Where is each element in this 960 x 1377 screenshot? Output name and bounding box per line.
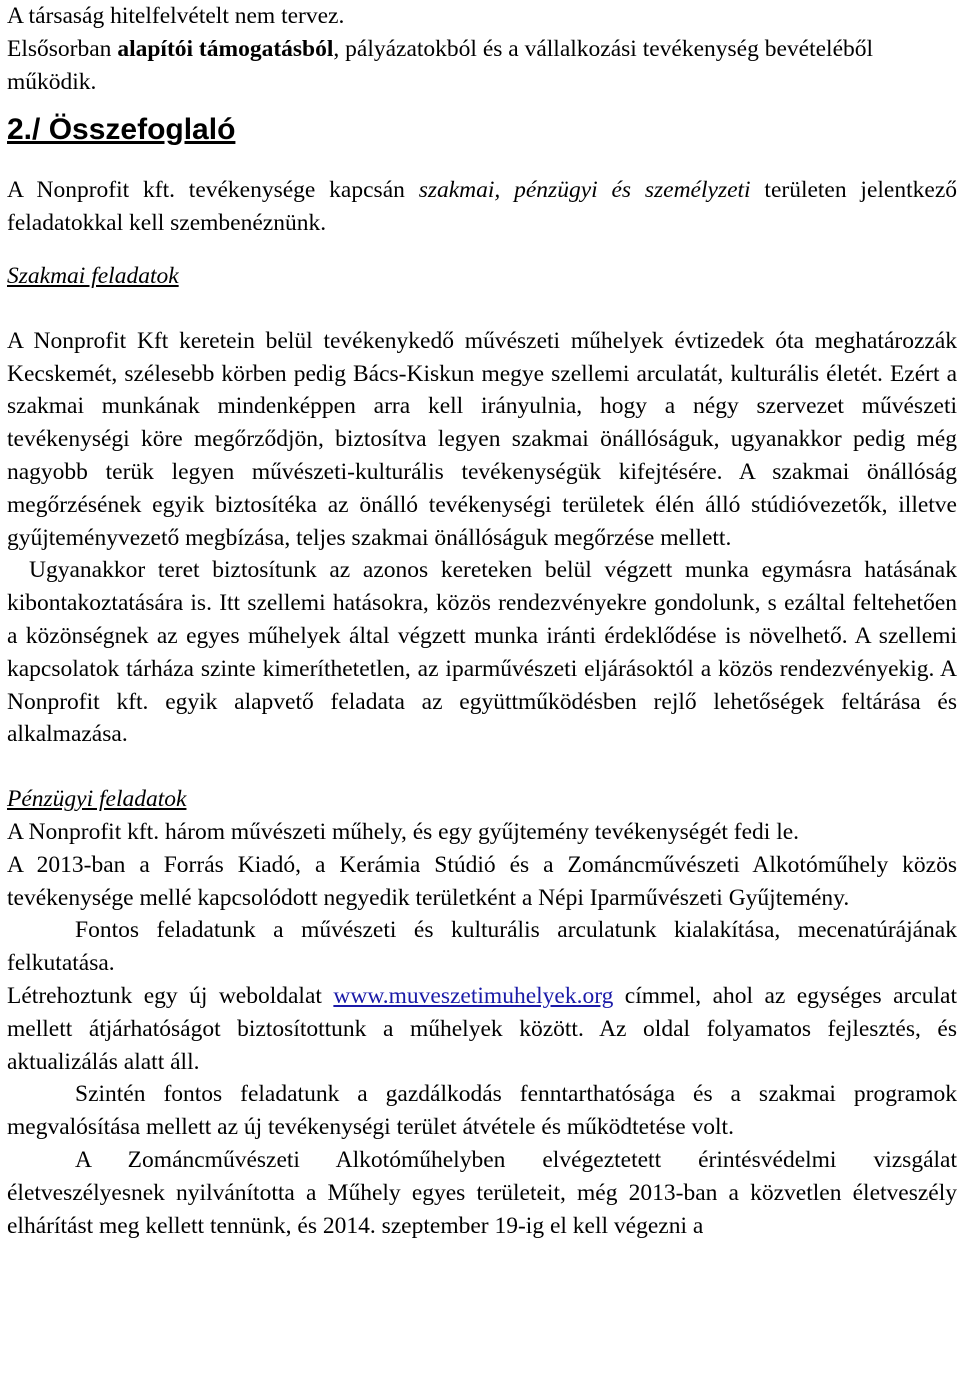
italic-text: szakmai, pénzügyi és személyzeti — [418, 177, 751, 204]
subheading-professional: Szakmai feladatok — [7, 262, 179, 289]
paragraph-intro — [7, 174, 957, 240]
text: A társaság hitelfelvételt nem tervez. — [7, 3, 345, 29]
text: címmel, ahol az egységes arculat mellett átjárhatóságot biztosítottunk a műhelyek között. Az oldal folyamatos fejlesztés, és aktualizálás alatt áll. — [7, 982, 958, 1075]
paragraph-funding — [7, 33, 957, 99]
paragraph-financial-1: A Nonprofit kft. három művészeti műhely, és egy gyűjtemény tevékenységét fedi le. — [7, 818, 800, 845]
subheading-financial: Pénzügyi feladatok — [7, 786, 187, 813]
paragraph-financial-5: Szintén fontos feladatunk a gazdálkodás fenntarthatósága és a szakmai programok megvalósítása mellett az új tevékenységi terület átvétele és működtetése volt. — [7, 1081, 957, 1141]
paragraph-financial-6: A Zománcművészeti Alkotóműhelyben elvégeztetett érintésvédelmi vizsgálat életveszélyesnek nyilvánította a Műhely egyes területeit, még 2013-ban a közvetlen életveszély elhárítást meg kellett tennünk, és 2014. szeptember 19-ig el kell végezni a — [7, 1146, 957, 1239]
text: A Nonprofit kft. tevékenysége kapcsán — [7, 177, 419, 204]
paragraph-financial-3: Fontos feladatunk a művészeti és kulturális arculatunk kialakítása, mecenatúrájának felkutatása. — [7, 917, 957, 977]
bold-text: alapítói támogatásból — [117, 35, 334, 62]
website-link[interactable]: www.muveszetimuhelyek.org — [333, 982, 614, 1009]
paragraph-professional-2: Ugyanakkor teret biztosítunk az azonos kereteken belül végzett munka egymásra hatásának kibontakoztatására is. Itt szellemi hatásokra, közös rendezvényekre gondolunk, s ezáltal feltehetően a közönségnek az egyes műhelyek által végzett munka iránti érdeklődése is növelhető. A szellemi kapcsolatok tárháza szinte kimeríthetetlen, az iparművészeti eljárásoktól a közös rendezvényekig. A Nonprofit kft. egyik alapvető feladata az együttműködésben rejlő lehetőségek feltárása és alkalmazása. — [7, 557, 957, 748]
paragraph-professional-1: A Nonprofit Kft keretein belül tevékenykedő művészeti műhelyek évtizedek óta meghatározzák Kecskemét, szélesebb körben pedig Bács-Kiskun megye szellemi arculatát, kulturális életét. Ezért a szakmai munkának mindenképpen arra kell irányulnia, hogy a négy szervezet művészeti tevékenységi köre megőrződjön, biztosítva legyen szakmai önállóságuk, ugyanakkor pedig még nagyobb terük legyen művészeti-kulturális tevékenységük kifejtésére. A szakmai önállóság megőrzésének egyik biztosítéka az önálló tevékenységi területek élén álló stúdióvezetők, illetve gyűjteményvezető megbízása, teljes szakmai önállóságuk megőrzése mellett. — [7, 327, 957, 551]
section-heading: 2./ Összefoglaló — [7, 113, 236, 147]
text: , pályázatokból és a vállalkozási tevékenység bevételéből működik. — [7, 35, 874, 95]
paragraph-website — [7, 980, 957, 1078]
text: Elsősorban — [7, 35, 118, 62]
text: Létrehoztunk egy új weboldalat — [7, 982, 334, 1009]
paragraph-credit — [7, 0, 957, 33]
paragraph-financial-2: A 2013-ban a Forrás Kiadó, a Kerámia Stúdió és a Zománcművészeti Alkotóműhely közös tevékenysége mellé kapcsolódott negyedik területként a Népi Iparművészeti Gyűjtemény. — [7, 851, 957, 911]
text: területen jelentkező feladatokkal kell szembenéznünk. — [7, 177, 957, 237]
document-page — [7, 0, 957, 1242]
